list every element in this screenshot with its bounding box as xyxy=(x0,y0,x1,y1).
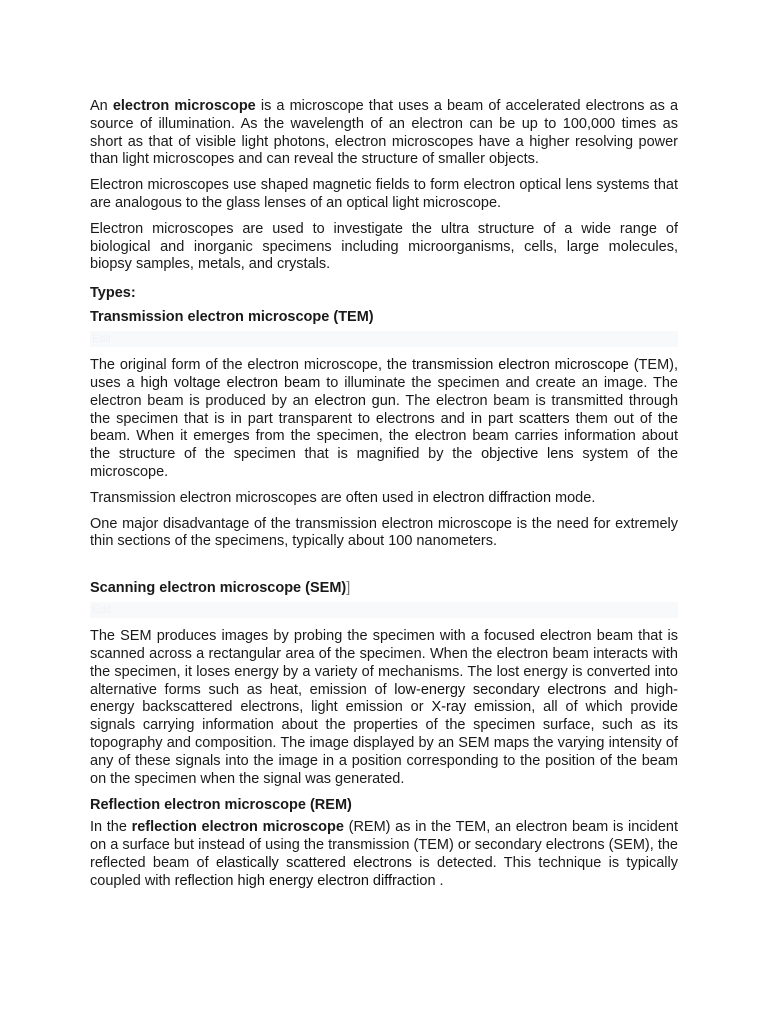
bold-term: reflection electron microscope xyxy=(131,819,344,836)
intro-paragraph-3: Electron microscopes are used to investigate the ultra structure of a wide range of biological and inorganic specimens including microorganisms, cells, large molecules, biopsy samples, metals, and crystals. xyxy=(90,220,678,273)
text-run: . xyxy=(435,872,444,889)
text-run: Transmission electron microscopes are often used in xyxy=(90,489,433,506)
edit-link[interactable]: Edit xyxy=(92,333,111,346)
text-run: is a microscope that uses a beam of accelerated electrons as a source of illumination. As the wavelength of an electron can be up to 100,000 times as short as that of visible light photons, electron microscopes have a higher resolving power than light microscopes and can reveal the structure of smaller objects. xyxy=(90,98,679,168)
link-x-ray[interactable]: X-ray xyxy=(431,699,467,716)
section-spacer xyxy=(90,559,678,579)
link-reflection-high-energy-electron-diffraction[interactable]: reflection high energy electron diffraction xyxy=(174,872,436,889)
link-objective-lens[interactable]: objective lens xyxy=(481,446,574,463)
link-elastically-scattered-electrons[interactable]: elastically scattered electrons xyxy=(215,854,412,871)
text-run: In the xyxy=(90,819,132,836)
link-electron-diffraction[interactable]: electron diffraction xyxy=(432,489,552,506)
rem-heading: Reflection electron microscope (REM) xyxy=(90,797,352,814)
bracket-glyph: ] xyxy=(346,580,351,597)
text-run: (REM) as in the TEM, an electron beam is incident on a surface but instead of using the transmission (TEM) or secondary electrons (SEM), the reflected beam of xyxy=(90,819,679,871)
text-run: emission, all of which provide signals carrying information about the properties of the specimen surface, such as its topography and composition. The image displayed by an SEM maps the varying intensity of any of these signals into the image in a position corresponding to the position of the beam on the specimen when the signal was generated. xyxy=(90,699,678,787)
text-run: The original form of the electron microscope, the xyxy=(90,357,412,374)
bold-term: electron microscope xyxy=(112,98,256,114)
document-page xyxy=(90,98,678,899)
sem-heading xyxy=(90,579,678,597)
text-run: to illuminate the specimen and create an image. The electron beam is produced by an xyxy=(90,374,678,409)
link-transmission-electron-microscope[interactable]: transmission electron microscope xyxy=(411,357,629,374)
sem-heading-text: Scanning electron microscope (SEM) xyxy=(90,580,347,597)
types-heading: Types: xyxy=(90,285,136,302)
text-run: system of the microscope. xyxy=(90,446,679,480)
text-run: (TEM), uses a xyxy=(90,357,679,391)
tem-paragraph-2 xyxy=(90,490,678,508)
intro-paragraph-2: Electron microscopes use shaped magnetic fields to form electron optical lens systems that are analogous to the glass lenses of an optical light microscope. xyxy=(90,177,678,211)
tem-paragraph-3: One major disadvantage of the transmission electron microscope is the need for extremely thin sections of the specimens, typically about 100 nanometers. xyxy=(90,515,678,550)
tem-heading: Transmission electron microscope (TEM) xyxy=(90,309,374,326)
text-run: is detected. This technique is typically coupled with xyxy=(90,854,678,889)
link-low-energy-secondary-electrons[interactable]: low-energy secondary electrons xyxy=(394,681,607,698)
rem-paragraph-1 xyxy=(90,819,678,890)
text-run: and high-energy backscattered electrons, light emission or xyxy=(90,681,679,716)
text-run: mode. xyxy=(551,489,596,506)
sem-paragraph-1 xyxy=(90,628,678,788)
link-electron-gun[interactable]: electron gun xyxy=(314,392,396,409)
sem-edit-bar[interactable] xyxy=(90,602,678,618)
link-scatters[interactable]: scatters xyxy=(518,410,570,427)
text-run: The SEM produces images by probing the specimen with a focused electron beam that is scanned across a rectangular area of the specimen. When the electron beam interacts with the specimen, it loses energy by a variety of mechanisms. The lost energy is converted into alternative forms such as heat, emission of xyxy=(90,628,678,698)
text-run: . The electron beam is transmitted through the specimen that is in part transparent to electrons and in part xyxy=(90,392,679,427)
text-run: An xyxy=(90,98,113,114)
edit-link[interactable]: Edit xyxy=(92,604,111,617)
text-run: them out of the beam. When it emerges from the specimen, the electron beam carries information about the structure of the specimen that is magnified by the xyxy=(90,410,678,463)
link-high-voltage-electron-beam[interactable]: high voltage electron beam xyxy=(140,374,321,391)
intro-paragraph-1 xyxy=(90,98,678,169)
tem-edit-bar[interactable] xyxy=(90,331,678,347)
tem-paragraph-1 xyxy=(90,357,678,482)
